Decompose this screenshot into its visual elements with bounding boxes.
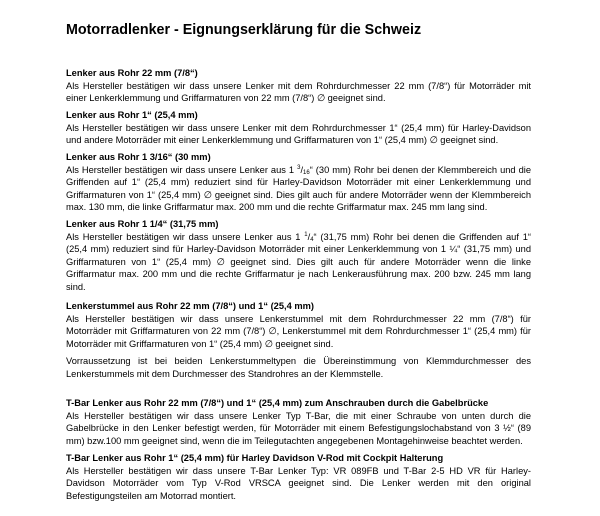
paragraph-line: Als Hersteller bestätigen wir dass unsere Lenker Typ T-Bar, die mit einer Schraube von unten durch die xyxy=(66,410,531,421)
paragraph-line: Als Hersteller bestätigen wir dass unsere Lenker mit dem Rohrdurchmesser 22 mm (7/8“) für Motorräder mit xyxy=(66,80,531,91)
section-heading: Lenker aus Rohr 22 mm (7/8“) xyxy=(66,68,198,78)
paragraph-line: Motorräder mit Griffarmaturen von 1“ (25,4 mm) ∅ geeignet sind. xyxy=(66,338,334,349)
section-rohr-1-3-16 xyxy=(66,151,531,214)
paragraph-line: und andere Motorräder mit einer Lenkerklemmung und Griffarmaturen von 1“ (25,4 mm) ∅ geeignet sind. xyxy=(66,135,499,146)
paragraph-line: einer Lenkerklemmung und Griffarmaturen von 22 mm (7/8“) ∅ geeignet sind. xyxy=(66,93,386,104)
fraction-slash: / xyxy=(307,231,311,242)
section-t-bar-v-rod xyxy=(66,452,531,502)
paragraph-line: Als Hersteller bestätigen wir dass unsere T-Bar Lenker Typ: VR 089FB und T-Bar 2-5 HD VR für Harley- xyxy=(66,465,531,476)
line-text: “ (30 mm) Rohr bei denen der Klemmbereich und die xyxy=(309,164,531,175)
section-voraussetzung xyxy=(66,355,531,380)
paragraph-line: Gabelbrücke in den Lenker befestigt werden, für Motorräder mit einem Befestigungslochabstand von 3 ½“ (89 xyxy=(66,423,531,434)
section-rohr-1-1-4 xyxy=(66,218,531,294)
paragraph-line: Als Hersteller bestätigen wir dass unsere Lenker mit dem Rohrdurchmesser 1“ (25,4 mm) für Harley-Davidson xyxy=(66,122,531,133)
fraction-slash: / xyxy=(300,164,304,175)
section-rohr-22mm xyxy=(66,67,531,105)
fraction-denominator: 16 xyxy=(303,169,310,176)
line-text: Als Hersteller bestätigen wir dass unsere Lenker aus 1 xyxy=(66,231,301,242)
paragraph-line: mm) bzw.100 mm geeignet sind, wenn die im Teilegutachten angegebenen Montagehinweise beachtet werden. xyxy=(66,435,523,446)
section-lenkerstummel xyxy=(66,300,531,350)
section-heading: Lenker aus Rohr 1 3/16“ (30 mm) xyxy=(66,152,211,162)
paragraph-line: Motorräder mit Griffarmaturen von 22 mm (7/8“) ∅, Lenkerstummel mit dem Rohrdurchmesser 1“ (25,4 mm) für xyxy=(66,326,531,337)
paragraph-line: Griffarmaturen von 1“ (25,4 mm) ∅ geeignet sind. Dies gilt auch für andere Motorräder wenn die linke xyxy=(66,256,531,267)
section-heading: T-Bar Lenker aus Rohr 1“ (25,4 mm) für Harley Davidson V-Rod mit Cockpit Halterung xyxy=(66,453,444,463)
paragraph-line: sind. xyxy=(66,281,86,292)
paragraph-line: (25,4 mm) reduziert sind für Harley-Davidson Motorräder mit einer Lenkerklemmung von 1 ¼“ (31,75 mm) und xyxy=(66,244,531,255)
fraction-denominator: 4 xyxy=(310,236,314,243)
section-heading: Lenkerstummel aus Rohr 22 mm (7/8“) und 1“ (25,4 mm) xyxy=(66,301,314,311)
fraction-numerator: 1 xyxy=(304,231,308,238)
paragraph-line: Griffarmaturen von 1“ (25,4 mm) ∅ geeignet sind. Dies gilt auch für andere Motorräder wenn der Klemmbereich xyxy=(66,189,531,200)
line-text: Als Hersteller bestätigen wir dass unsere Lenker aus 1 xyxy=(66,164,295,175)
paragraph-line: Davidson Motorräder vom Typ V-Rod VRSCA geeignet sind. Die Lenker werden mit den original xyxy=(66,478,531,489)
paragraph-line: max. 130 mm, die linke Griffarmatur max. 200 mm und die rechte Griffarmatur max. 245 mm lang sind. xyxy=(66,202,488,213)
section-heading: T-Bar Lenker aus Rohr 22 mm (7/8“) und 1“ (25,4 mm) zum Anschrauben durch die Gabelbrücke xyxy=(66,398,489,408)
section-heading: Lenker aus Rohr 1“ (25,4 mm) xyxy=(66,110,198,120)
fraction-numerator: 3 xyxy=(297,164,301,171)
paragraph-line: Lenkerstummels mit dem Durchmesser des Standrohres an der Klemmstelle. xyxy=(66,368,384,379)
section-heading: Lenker aus Rohr 1 1/4“ (31,75 mm) xyxy=(66,219,219,229)
line-text: “ (31,75 mm) Rohr bei denen die Griffenden auf 1“ xyxy=(313,231,531,242)
section-rohr-1-zoll xyxy=(66,109,531,147)
paragraph-line: Griffenden auf 1“ (25,4 mm) reduziert sind für Harley-Davidson Motorräder mit einer Lenkerklemmung und xyxy=(66,177,531,188)
paragraph-line xyxy=(66,231,531,244)
paragraph-line xyxy=(66,164,531,177)
section-t-bar-gabelbruecke xyxy=(66,397,531,447)
paragraph-line: Griffarmatur max. 200 mm und die rechte Griffarmatur je nach Lenkerausführung max. 200 bzw. 245 mm lang xyxy=(66,269,531,280)
page-title: Motorradlenker - Eignungserklärung für die Schweiz xyxy=(66,22,422,38)
paragraph-line: Vorraussetzung ist bei beiden Lenkerstummeltypen die Übereinstimmung von Klemmdurchmesser des xyxy=(66,356,531,366)
paragraph-line: Befestigungsteilen am Motorrad montiert. xyxy=(66,490,237,501)
paragraph-line: Als Hersteller bestätigen wir dass unsere Lenkerstummel mit dem Rohrdurchmesser 22 mm (7/8“) für xyxy=(66,313,531,324)
